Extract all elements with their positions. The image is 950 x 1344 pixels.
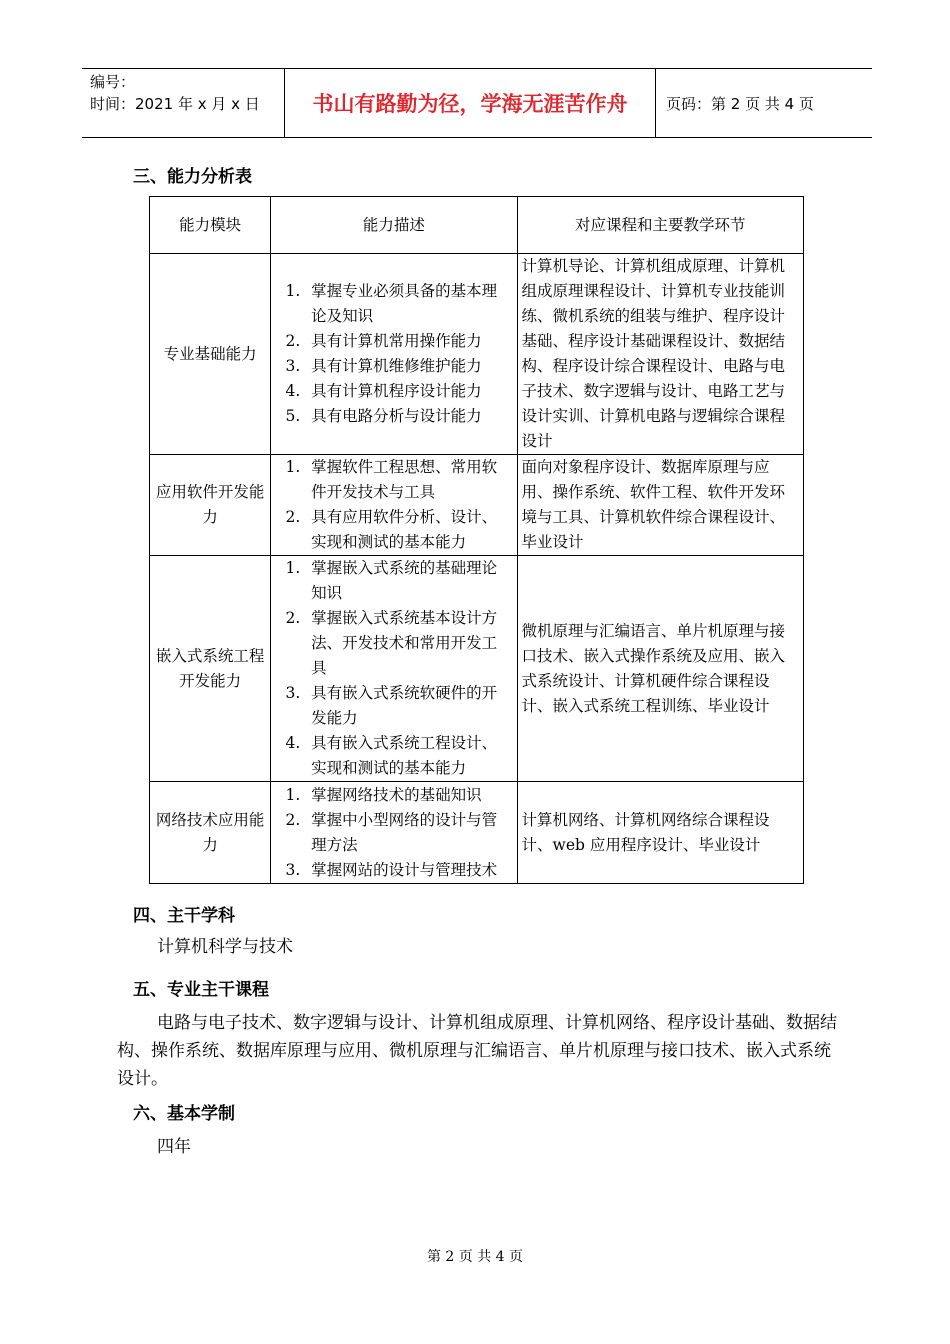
section-6-body: 四年 xyxy=(157,1137,191,1157)
row-module: 专业基础能力 xyxy=(150,254,271,455)
row-description xyxy=(271,254,517,455)
list-item: 1. 掌握专业必须具备的基本理论及知识 xyxy=(305,279,512,329)
list-item: 4. 具有嵌入式系统工程设计、实现和测试的基本能力 xyxy=(305,731,512,781)
table-row xyxy=(150,782,804,884)
row-module: 网络技术应用能力 xyxy=(150,782,271,884)
header-number: 编号： xyxy=(90,73,136,91)
row-courses: 面向对象程序设计、数据库原理与应用、操作系统、软件工程、软件开发环境与工具、计算机软件综合课程设计、毕业设计 xyxy=(517,455,803,556)
table-row xyxy=(150,254,804,455)
section-5-body: 电路与电子技术、数字逻辑与设计、计算机组成原理、计算机网络、程序设计基础、数据结构、操作系统、数据库原理与应用、微机原理与汇编语言、单片机原理与接口技术、嵌入式系统设计。 xyxy=(117,1013,837,1089)
list-item: 2. 具有应用软件分析、设计、实现和测试的基本能力 xyxy=(305,505,512,555)
row-description xyxy=(271,556,517,782)
list-item: 5. 具有电路分析与设计能力 xyxy=(305,404,512,429)
table-row xyxy=(150,455,804,556)
ability-table xyxy=(149,196,804,884)
section-4-title: 四、主干学科 xyxy=(133,906,235,926)
page-footer: 第 2 页 共 4 页 xyxy=(426,1249,524,1265)
description-list xyxy=(275,279,512,429)
description-list xyxy=(275,556,512,781)
section-6-title: 六、基本学制 xyxy=(133,1104,235,1124)
row-description xyxy=(271,782,517,884)
table-row xyxy=(150,556,804,782)
col-header-description: 能力描述 xyxy=(271,197,517,254)
section-3-title: 三、能力分析表 xyxy=(133,167,252,187)
list-item: 1. 掌握嵌入式系统的基础理论知识 xyxy=(305,556,512,606)
list-item: 3. 具有计算机维修维护能力 xyxy=(305,354,512,379)
list-item: 1. 掌握网络技术的基础知识 xyxy=(305,783,512,808)
list-item: 3. 掌握网站的设计与管理技术 xyxy=(305,858,512,883)
row-courses: 微机原理与汇编语言、单片机原理与接口技术、嵌入式操作系统及应用、嵌入式系统设计、计算机硬件综合课程设计、嵌入式系统工程训练、毕业设计 xyxy=(517,556,803,782)
list-item: 4. 具有计算机程序设计能力 xyxy=(305,379,512,404)
page-header xyxy=(82,68,872,138)
col-header-module: 能力模块 xyxy=(150,197,271,254)
section-5-title: 五、专业主干课程 xyxy=(133,980,269,1000)
list-item: 2. 掌握嵌入式系统基本设计方法、开发技术和常用开发工具 xyxy=(305,606,512,681)
header-time: 时间：2021 年 x 月 x 日 xyxy=(90,95,260,113)
list-item: 2. 掌握中小型网络的设计与管理方法 xyxy=(305,808,512,858)
row-courses: 计算机导论、计算机组成原理、计算机组成原理课程设计、计算机专业技能训练、微机系统的组装与维护、程序设计基础、程序设计基础课程设计、数据结构、程序设计综合课程设计、电路与电子技术、数字逻辑与设计、电路工艺与设计实训、计算机电路与逻辑综合课程设计 xyxy=(517,254,803,455)
header-page-info: 页码：第 2 页 共 4 页 xyxy=(666,94,814,113)
col-header-courses: 对应课程和主要教学环节 xyxy=(517,197,803,254)
row-module: 嵌入式系统工程开发能力 xyxy=(150,556,271,782)
table-header-row xyxy=(150,197,804,254)
description-list xyxy=(275,783,512,883)
list-item: 3. 具有嵌入式系统软硬件的开发能力 xyxy=(305,681,512,731)
header-motto: 书山有路勤为径，学海无涯苦作舟 xyxy=(284,69,656,137)
section-4-body: 计算机科学与技术 xyxy=(157,937,293,957)
description-list xyxy=(275,455,512,555)
list-item: 2. 具有计算机常用操作能力 xyxy=(305,329,512,354)
header-meta xyxy=(82,69,284,137)
list-item: 1. 掌握软件工程思想、常用软件开发技术与工具 xyxy=(305,455,512,505)
row-description xyxy=(271,455,517,556)
row-courses: 计算机网络、计算机网络综合课程设计、web 应用程序设计、毕业设计 xyxy=(517,782,803,884)
row-module: 应用软件开发能力 xyxy=(150,455,271,556)
